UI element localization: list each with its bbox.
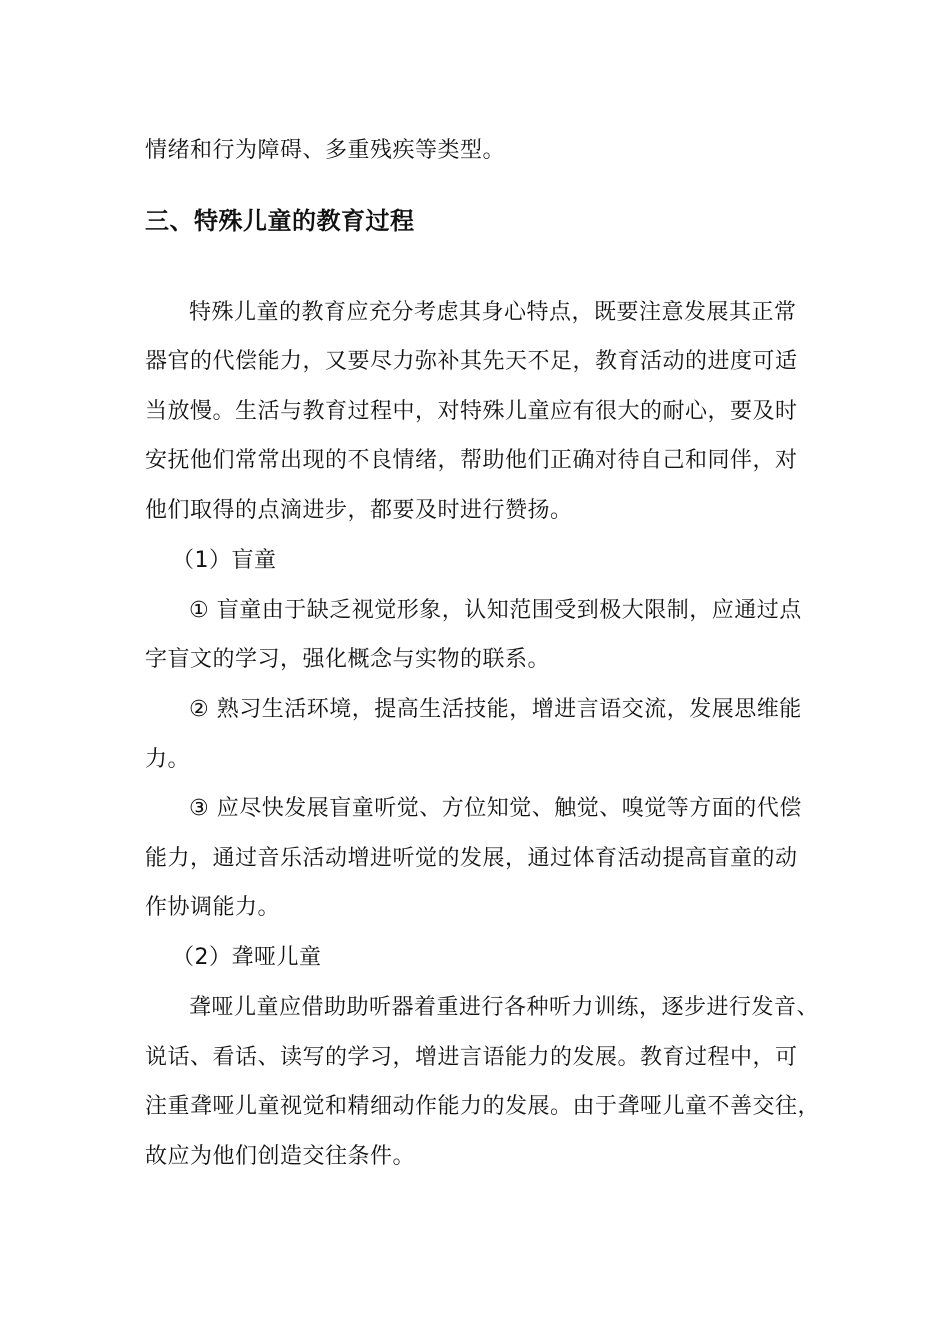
- deaf-heading: （2）聋哑儿童: [172, 945, 322, 970]
- carry-over-text: 情绪和行为障碍、多重残疾等类型。: [145, 138, 506, 163]
- blind-item-3-line: ③ 应尽快发展盲童听觉、方位知觉、触觉、嗅觉等方面的代偿: [189, 796, 802, 821]
- blind-item-1-line: 字盲文的学习，强化概念与实物的联系。: [145, 647, 551, 672]
- deaf-paragraph-line: 故应为他们创造交往条件。: [145, 1144, 416, 1169]
- blind-item-2-line: ② 熟习生活环境，提高生活技能，增进言语交流，发展思维能: [189, 697, 802, 722]
- deaf-paragraph-line: 说话、看话、读写的学习，增进言语能力的发展。教育过程中，可: [145, 1045, 798, 1070]
- blind-item-3-line: 作协调能力。: [145, 895, 281, 920]
- intro-paragraph-line: 安抚他们常常出现的不良情绪，帮助他们正确对待自己和同伴，对: [145, 448, 798, 473]
- deaf-paragraph-line: 聋哑儿童应借助助听器着重进行各种听力训练，逐步进行发音、: [189, 995, 820, 1020]
- blind-item-3-line: 能力，通过音乐活动增进听觉的发展，通过体育活动提高盲童的动: [145, 846, 798, 871]
- intro-paragraph-line: 他们取得的点滴进步，都要及时进行赞扬。: [145, 498, 573, 523]
- intro-paragraph-line: 特殊儿童的教育应充分考虑其身心特点，既要注意发展其正常: [189, 300, 797, 325]
- intro-paragraph-line: 器官的代偿能力，又要尽力弥补其先天不足，教育活动的进度可适: [145, 349, 798, 374]
- intro-paragraph-line: 当放慢。生活与教育过程中，对特殊儿童应有很大的耐心，要及时: [145, 399, 798, 424]
- blind-item-2-line: 力。: [145, 747, 191, 772]
- blind-item-1-line: ① 盲童由于缺乏视觉形象，认知范围受到极大限制，应通过点: [189, 598, 802, 623]
- section-heading: 三、特殊儿童的教育过程: [145, 207, 415, 235]
- blind-heading: （1）盲童: [172, 548, 277, 573]
- deaf-paragraph-line: 注重聋哑儿童视觉和精细动作能力的发展。由于聋哑儿童不善交往，: [145, 1094, 821, 1119]
